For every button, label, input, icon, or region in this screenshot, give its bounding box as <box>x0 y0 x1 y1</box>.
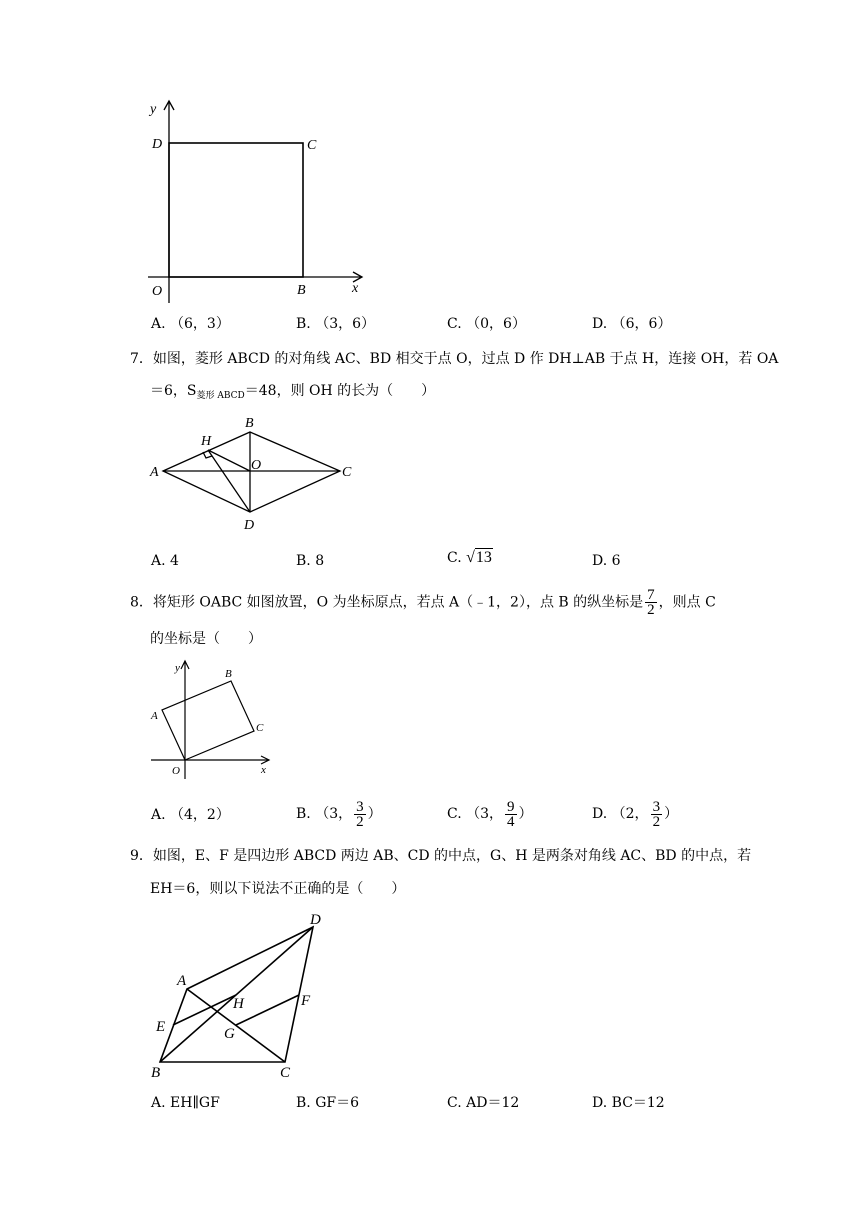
q6-option-c-letter: C. <box>447 316 462 332</box>
q8-option-b-letter: B. <box>296 806 311 822</box>
q8-option-a[interactable] <box>151 805 230 825</box>
q8-option-c-pre: （3， <box>466 806 504 822</box>
label-o: O <box>251 458 262 473</box>
q7-stem-line2 <box>150 381 435 406</box>
label-c: C <box>256 722 264 734</box>
figure-q7-rhombus <box>145 412 365 537</box>
q8-option-b-post: ） <box>367 806 382 822</box>
q9-option-c-letter: C. <box>447 1095 462 1111</box>
q6-option-a-text: （6，3） <box>170 316 230 332</box>
diagonal-bd <box>160 927 313 1062</box>
q8-option-b-numerator: 3 <box>356 798 364 815</box>
q9-option-d-letter: D. <box>592 1095 608 1111</box>
q8-option-a-letter: A. <box>151 807 166 823</box>
q9-option-b-text: GF＝6 <box>315 1095 360 1111</box>
q8-option-d-numerator: 3 <box>652 798 661 815</box>
q6-option-b[interactable] <box>296 314 375 334</box>
label-x: x <box>352 281 359 296</box>
q6-option-d-letter: D. <box>592 316 608 332</box>
q9-option-c[interactable] <box>447 1093 519 1113</box>
figure-q6-square <box>140 95 380 310</box>
q7-option-b-letter: B. <box>296 553 311 569</box>
label-o: O <box>172 765 180 777</box>
label-h: H <box>201 434 212 449</box>
label-b: B <box>225 668 232 680</box>
segment-oh <box>208 450 250 471</box>
square-odcb <box>169 143 303 277</box>
q7-option-b-text: 8 <box>315 553 325 569</box>
label-a: A <box>151 710 158 722</box>
q8-option-d-pre: （2， <box>611 806 649 822</box>
q8-option-c[interactable] <box>447 799 533 829</box>
q8-option-d[interactable] <box>592 799 678 829</box>
q8-stem-line2: 的坐标是（ ） <box>150 631 262 647</box>
q9-option-d[interactable] <box>592 1093 665 1113</box>
q8-fraction-denominator: 2 <box>647 602 655 618</box>
q9-option-b-letter: B. <box>296 1095 311 1111</box>
q9-option-c-text: AD＝12 <box>466 1095 520 1111</box>
q8-option-b-pre: （3， <box>315 806 353 822</box>
label-b: B <box>297 283 306 298</box>
q8-option-c-letter: C. <box>447 806 462 822</box>
q8-stem-fraction <box>645 588 657 617</box>
q6-option-c-text: （0，6） <box>466 316 526 332</box>
label-h: H <box>233 996 244 1012</box>
label-c: C <box>307 138 317 153</box>
label-y: y <box>150 102 157 117</box>
q8-stem-line1 <box>130 588 716 617</box>
q8-option-d-fraction <box>651 800 663 829</box>
label-e: E <box>156 1019 166 1035</box>
q7-stem-subscript: 菱形 ABCD <box>196 391 245 401</box>
rectangle-oabc <box>162 681 254 760</box>
q6-option-d-text: （6，6） <box>611 316 672 332</box>
label-b: B <box>245 416 254 431</box>
label-b: B <box>151 1065 161 1080</box>
q8-stem-line1-a: 8．将矩形 OABC 如图放置，O 为坐标原点，若点 A（﹣1，2），点 B 的纵坐标是 <box>130 594 644 611</box>
q7-option-c[interactable] <box>447 548 493 568</box>
label-a: A <box>177 973 187 989</box>
q8-option-c-fraction <box>505 800 517 829</box>
label-d: D <box>310 912 321 928</box>
q8-option-b-fraction <box>354 800 366 829</box>
q7-option-a-letter: A. <box>151 553 166 569</box>
q7-option-c-radicand: 13 <box>475 549 492 566</box>
q7-stem-line1: 7．如图，菱形 ABCD 的对角线 AC、BD 相交于点 O，过点 D 作 DH⊥AB 于点 H，连接 OH，若 OA <box>130 351 779 367</box>
q7-stem-line2-a: ＝6，S <box>150 383 197 399</box>
q6-option-d[interactable] <box>592 314 671 334</box>
label-a: A <box>150 465 159 480</box>
figure-q8-rectangle <box>145 657 280 782</box>
q8-option-b-denominator: 2 <box>356 813 364 830</box>
q9-stem-line1: 9．如图，E、F 是四边形 ABCD 两边 AB、CD 的中点，G、H 是两条对角线 AC、BD 的中点，若 <box>130 848 752 864</box>
q8-fraction-numerator: 7 <box>647 587 655 603</box>
q9-option-a-letter: A. <box>151 1095 166 1111</box>
q8-option-c-post: ） <box>518 806 533 822</box>
segment-gf <box>236 995 299 1025</box>
label-x: x <box>261 764 266 776</box>
label-c: C <box>342 465 352 480</box>
figure-q9-quadrilateral <box>145 905 340 1080</box>
q7-option-a-text: 4 <box>170 553 179 569</box>
q8-stem-line1-b: ，则点 C <box>658 594 716 611</box>
q8-option-b[interactable] <box>296 799 382 829</box>
q7-stem-line2-b: ＝48，则 OH 的长为（ ） <box>244 383 436 399</box>
q7-option-d-letter: D. <box>592 553 608 569</box>
label-f: F <box>301 993 311 1009</box>
q8-option-d-letter: D. <box>592 806 608 822</box>
q9-option-d-text: BC＝12 <box>611 1095 665 1111</box>
q9-stem-line2: EH＝6，则以下说法不正确的是（ ） <box>150 881 406 897</box>
q7-option-d-text: 6 <box>611 553 621 569</box>
label-d: D <box>244 518 255 533</box>
q8-option-c-denominator: 4 <box>507 813 515 830</box>
q6-option-c[interactable] <box>447 314 526 334</box>
q7-option-a[interactable] <box>151 551 179 571</box>
q7-option-b[interactable] <box>296 551 324 571</box>
label-c: C <box>280 1065 291 1080</box>
label-o: O <box>152 284 163 299</box>
q6-option-b-letter: B. <box>296 316 311 332</box>
q8-option-a-text: （4，2） <box>170 807 230 823</box>
q6-option-a-letter: A. <box>151 316 166 332</box>
q7-option-c-letter: C. <box>447 550 462 566</box>
label-d: D <box>152 137 163 152</box>
q8-option-d-post: ） <box>664 806 679 822</box>
q7-option-c-sqrt: √13 <box>466 549 492 566</box>
q9-option-a-text: EH∥GF <box>170 1095 220 1111</box>
label-y: y <box>175 662 180 674</box>
label-g: G <box>224 1026 235 1042</box>
q6-option-b-text: （3，6） <box>315 316 376 332</box>
q8-option-c-numerator: 9 <box>507 798 515 815</box>
q9-option-b[interactable] <box>296 1093 359 1113</box>
q7-option-d[interactable] <box>592 551 621 571</box>
q6-option-a[interactable] <box>151 314 230 334</box>
q8-option-d-denominator: 2 <box>652 813 661 830</box>
q9-option-a[interactable] <box>151 1093 220 1113</box>
